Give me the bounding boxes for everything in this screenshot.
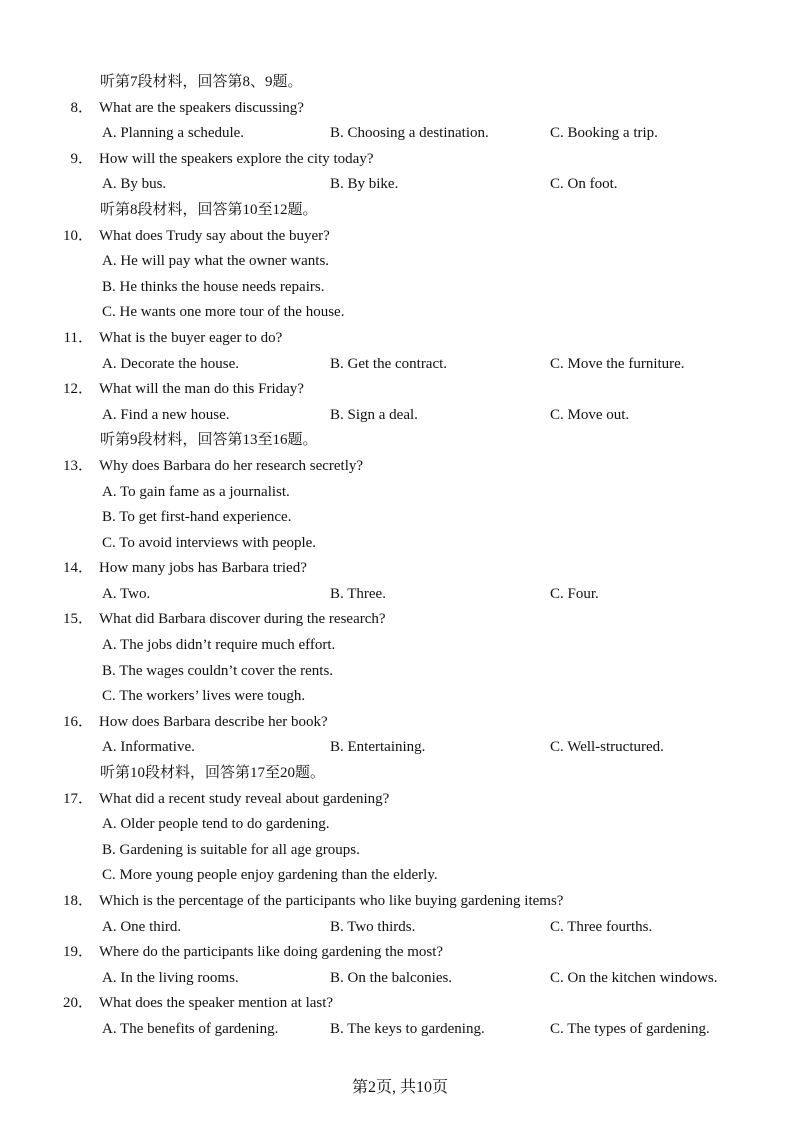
answer-option: C. Booking a trip. xyxy=(550,125,658,142)
question-number: 8． xyxy=(70,99,93,116)
options-row xyxy=(0,684,800,710)
question-number: 18． xyxy=(62,893,93,909)
answer-option: C. The workers’ lives were tough. xyxy=(102,688,306,705)
question-text: Which is the percentage of the participants who like buying gardening items? xyxy=(99,893,564,909)
question xyxy=(0,556,800,582)
question xyxy=(0,787,800,813)
answer-option: A. One third. xyxy=(102,918,182,935)
answer-option: B. Get the contract. xyxy=(330,355,448,372)
answer-option: A. Two. xyxy=(102,585,151,602)
answer-option: B. He thinks the house needs repairs. xyxy=(102,278,325,295)
answer-option: C. Move the furniture. xyxy=(550,355,685,372)
question xyxy=(0,377,800,403)
section-heading: 听第10段材料，回答第17至20题。 xyxy=(100,765,326,782)
answer-option: C. The types of gardening. xyxy=(550,1020,710,1037)
answer-option: A. Older people tend to do gardening. xyxy=(102,816,330,833)
options-row xyxy=(0,480,800,506)
question xyxy=(0,991,800,1017)
answer-option: A. To gain fame as a journalist. xyxy=(102,483,290,500)
question-number: 16． xyxy=(62,713,93,730)
question-number: 13． xyxy=(62,457,93,474)
answer-option: B. Three. xyxy=(330,585,386,602)
question xyxy=(0,889,800,915)
answer-option: A. Planning a schedule. xyxy=(102,125,245,142)
options-row xyxy=(0,300,800,326)
question-number: 12． xyxy=(62,381,93,398)
answer-option: A. In the living rooms. xyxy=(102,969,239,986)
answer-option: B. Two thirds. xyxy=(330,918,416,935)
question-text: What did Barbara discover during the research? xyxy=(99,611,386,628)
question xyxy=(0,940,800,966)
question xyxy=(0,710,800,736)
answer-option: C. More young people enjoy gardening than the elderly. xyxy=(102,867,438,884)
section-heading: 听第9段材料，回答第13至16题。 xyxy=(100,432,318,449)
question-text: How will the speakers explore the city today? xyxy=(99,150,374,167)
options-row xyxy=(0,403,800,429)
answer-option: A. Decorate the house. xyxy=(102,355,240,372)
question-number: 15． xyxy=(62,611,93,628)
answer-option: B. Entertaining. xyxy=(330,739,426,756)
answer-option: A. Find a new house. xyxy=(102,406,230,423)
question-text: What is the buyer eager to do? xyxy=(99,329,283,346)
answer-option: C. On the kitchen windows. xyxy=(550,969,718,986)
answer-option: C. On foot. xyxy=(550,176,618,193)
answer-option: C. He wants one more tour of the house. xyxy=(102,304,345,321)
question-number: 19． xyxy=(62,944,93,961)
question-number: 20． xyxy=(62,995,93,1012)
question-text: What did a recent study reveal about gardening? xyxy=(99,790,390,807)
question-number: 14． xyxy=(62,560,93,577)
exam-page xyxy=(0,70,800,1043)
answer-option: C. To avoid interviews with people. xyxy=(102,534,317,551)
answer-option: C. Four. xyxy=(550,585,599,602)
question xyxy=(0,454,800,480)
question-text: How many jobs has Barbara tried? xyxy=(99,560,307,577)
question-number: 10． xyxy=(62,227,93,244)
question-text: What does the speaker mention at last? xyxy=(99,995,334,1012)
section-heading: 听第8段材料，回答第10至12题。 xyxy=(100,201,318,218)
answer-option: B. By bike. xyxy=(330,176,399,193)
answer-option: B. Choosing a destination. xyxy=(330,125,489,142)
question xyxy=(0,96,800,122)
options-row xyxy=(0,249,800,275)
answer-option: A. Informative. xyxy=(102,739,195,756)
answer-option: A. By bus. xyxy=(102,176,167,193)
answer-option: A. He will pay what the owner wants. xyxy=(102,253,330,270)
answer-option: A. The jobs didn’t require much effort. xyxy=(102,637,336,654)
options-row xyxy=(0,838,800,864)
options-row xyxy=(0,1017,800,1043)
options-row xyxy=(0,966,800,992)
options-row xyxy=(0,863,800,889)
question xyxy=(0,326,800,352)
options-row xyxy=(0,505,800,531)
section-heading: 听第7段材料，回答第8、9题。 xyxy=(100,74,303,90)
question-text: What will the man do this Friday? xyxy=(99,381,304,398)
answer-option: B. The wages couldn’t cover the rents. xyxy=(102,662,334,679)
question-text: How does Barbara describe her book? xyxy=(99,713,328,730)
question-number: 11． xyxy=(63,329,93,346)
answer-option: C. Move out. xyxy=(550,406,630,423)
answer-option: C. Well-structured. xyxy=(550,739,664,756)
answer-option: B. On the balconies. xyxy=(330,969,453,986)
question-number: 17． xyxy=(62,790,93,807)
answer-option: B. To get first-hand experience. xyxy=(102,509,292,526)
question xyxy=(0,607,800,633)
answer-option: B. Sign a deal. xyxy=(330,406,418,423)
answer-option: A. The benefits of gardening. xyxy=(102,1020,279,1037)
options-row xyxy=(0,121,800,147)
options-row xyxy=(0,582,800,608)
options-row xyxy=(0,275,800,301)
question-text: Where do the participants like doing gardening the most? xyxy=(99,944,444,961)
answer-option: B. Gardening is suitable for all age groups. xyxy=(102,841,360,858)
page-footer: 第2页, 共10页 xyxy=(351,1079,448,1096)
answer-option: C. Three fourths. xyxy=(550,918,653,935)
question-text: Why does Barbara do her research secretly? xyxy=(99,457,364,474)
options-row xyxy=(0,735,800,761)
options-row xyxy=(0,659,800,685)
options-row xyxy=(0,352,800,378)
options-row xyxy=(0,633,800,659)
question-text: What are the speakers discussing? xyxy=(99,99,304,116)
question-number: 9． xyxy=(70,150,93,167)
options-row xyxy=(0,915,800,941)
options-row xyxy=(0,172,800,198)
question xyxy=(0,224,800,250)
options-row xyxy=(0,531,800,557)
question-text: What does Trudy say about the buyer? xyxy=(99,227,330,244)
answer-option: B. The keys to gardening. xyxy=(330,1020,485,1037)
options-row xyxy=(0,812,800,838)
question xyxy=(0,147,800,173)
